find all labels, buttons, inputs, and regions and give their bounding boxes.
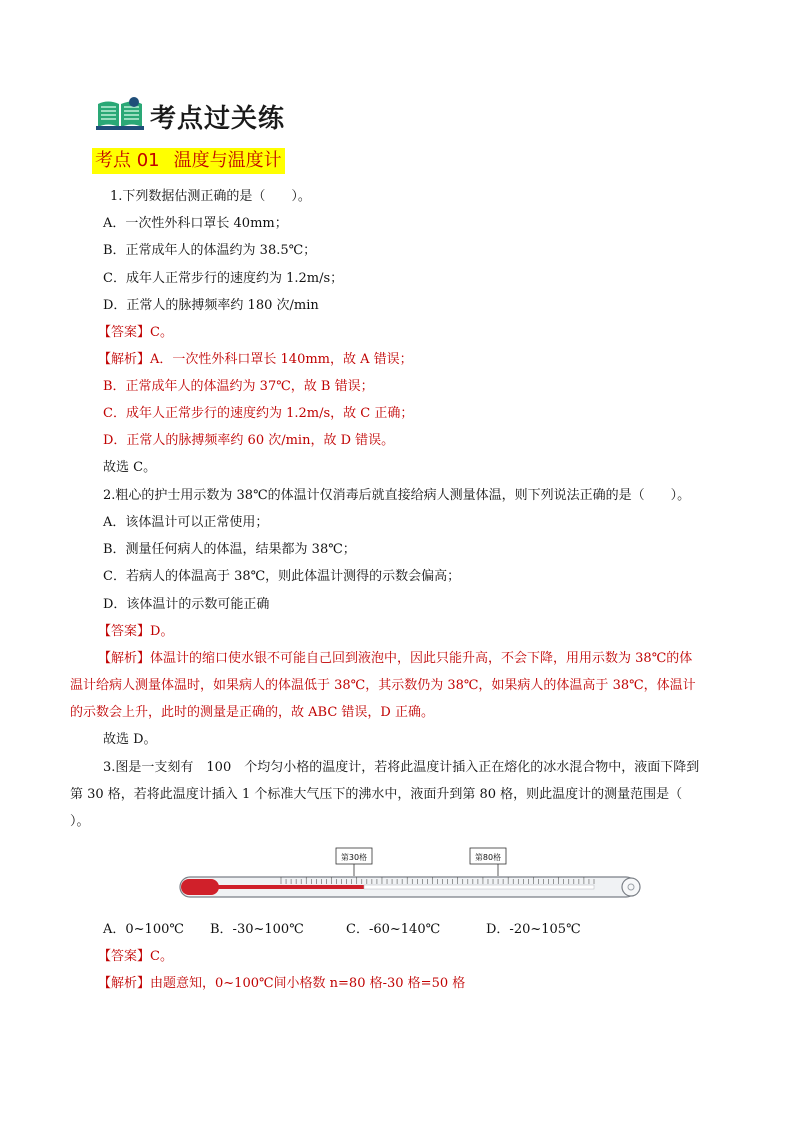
- section-name: 温度与温度计: [173, 150, 282, 171]
- q3-option-a: A．0~100℃: [103, 922, 184, 937]
- q2-option-d: D．该体温计的示数可能正确: [103, 597, 270, 612]
- answer-value: D。: [150, 624, 174, 639]
- answer-tag: 【答案】: [98, 949, 151, 964]
- q3-answer: [98, 948, 173, 966]
- thermometer-figure: [176, 846, 646, 902]
- q2-option-b: B．测量任何病人的体温，结果都为 38℃；: [103, 542, 356, 557]
- q3-option-c: C．-60~140℃: [346, 922, 441, 937]
- q3-option-b: B．-30~100℃: [210, 922, 304, 937]
- book-icon: [96, 96, 144, 130]
- thermometer-end: [622, 878, 640, 896]
- thermometer-bulb: [181, 879, 219, 895]
- q1-option-a: A．一次性外科口罩长 40mm；: [103, 216, 288, 231]
- analysis-tag: 【解析】: [98, 976, 151, 991]
- answer-tag: 【答案】: [98, 624, 151, 639]
- q1-analysis-1: [98, 351, 413, 369]
- section-label: 考点 01: [95, 150, 160, 171]
- q1-answer: [98, 324, 173, 342]
- q3-stem-2: 第 30 格，若将此温度计插入 1 个标准大气压下的沸水中，液面升到第 80 格，则此温度计的测量范围是（: [70, 787, 683, 802]
- answer-tag: 【答案】: [98, 325, 151, 340]
- q3-option-d: D．-20~105℃: [486, 922, 581, 937]
- q2-conclusion: 故选 D。: [103, 732, 157, 747]
- q2-analysis-2: 温计给病人测量体温时，如果病人的体温低于 38℃，其示数仍为 38℃，如果病人的体温高于 38℃，体温计: [70, 678, 696, 693]
- q1-option-b: B．正常成年人的体温约为 38.5℃；: [103, 243, 317, 258]
- answer-value: C。: [150, 949, 173, 964]
- q1-stem: 1.下列数据估测正确的是（ ）。: [110, 189, 311, 204]
- q2-analysis-3: 的示数会上升，此时的测量是正确的，故 ABC 错误，D 正确。: [70, 705, 434, 720]
- q1-conclusion: 故选 C。: [103, 460, 157, 475]
- q1-analysis-2: B．正常成年人的体温约为 37℃，故 B 错误；: [103, 379, 374, 394]
- answer-value: C。: [150, 325, 173, 340]
- label-80-text: 第80格: [474, 853, 502, 862]
- q1-analysis-4: D．正常人的脉搏频率约 60 次/min，故 D 错误。: [103, 433, 395, 448]
- q2-answer: [98, 623, 173, 641]
- header-title: 考点过关练: [150, 104, 286, 134]
- q1-analysis-3: C．成年人正常步行的速度约为 1.2m/s，故 C 正确；: [103, 406, 414, 421]
- analysis-text: A．一次性外科口罩长 140mm，故 A 错误；: [150, 352, 413, 367]
- liquid-column: [216, 885, 364, 889]
- label-30-text: 第30格: [340, 853, 368, 862]
- analysis-text: 体温计的缩口使水银不可能自己回到液泡中，因此只能升高，不会下降，用用示数为 38℃的体: [150, 651, 693, 666]
- q2-analysis-1: [98, 650, 692, 668]
- q1-option-c: C．成年人正常步行的速度约为 1.2m/s；: [103, 271, 344, 286]
- section-title: [92, 148, 285, 174]
- analysis-text: 由题意知，0~100℃间小格数 n=80 格-30 格=50 格: [150, 976, 466, 991]
- q3-analysis: [98, 975, 465, 993]
- q1-option-d: D．正常人的脉搏频率约 180 次/min: [103, 298, 319, 313]
- analysis-tag: 【解析】: [98, 352, 151, 367]
- q2-stem: 2.粗心的护士用示数为 38℃的体温计仅消毒后就直接给病人测量体温，则下列说法正确的是（ ）。: [103, 488, 691, 503]
- analysis-tag: 【解析】: [98, 651, 151, 666]
- q3-stem-1: 3.图是一支刻有 100 个均匀小格的温度计，若将此温度计插入正在熔化的冰水混合物中，液面下降到: [103, 760, 700, 775]
- q3-stem-3: ）。: [70, 814, 90, 829]
- q2-option-a: A．该体温计可以正常使用；: [103, 515, 269, 530]
- q2-option-c: C．若病人的体温高于 38℃，则此体温计测得的示数会偏高；: [103, 569, 461, 584]
